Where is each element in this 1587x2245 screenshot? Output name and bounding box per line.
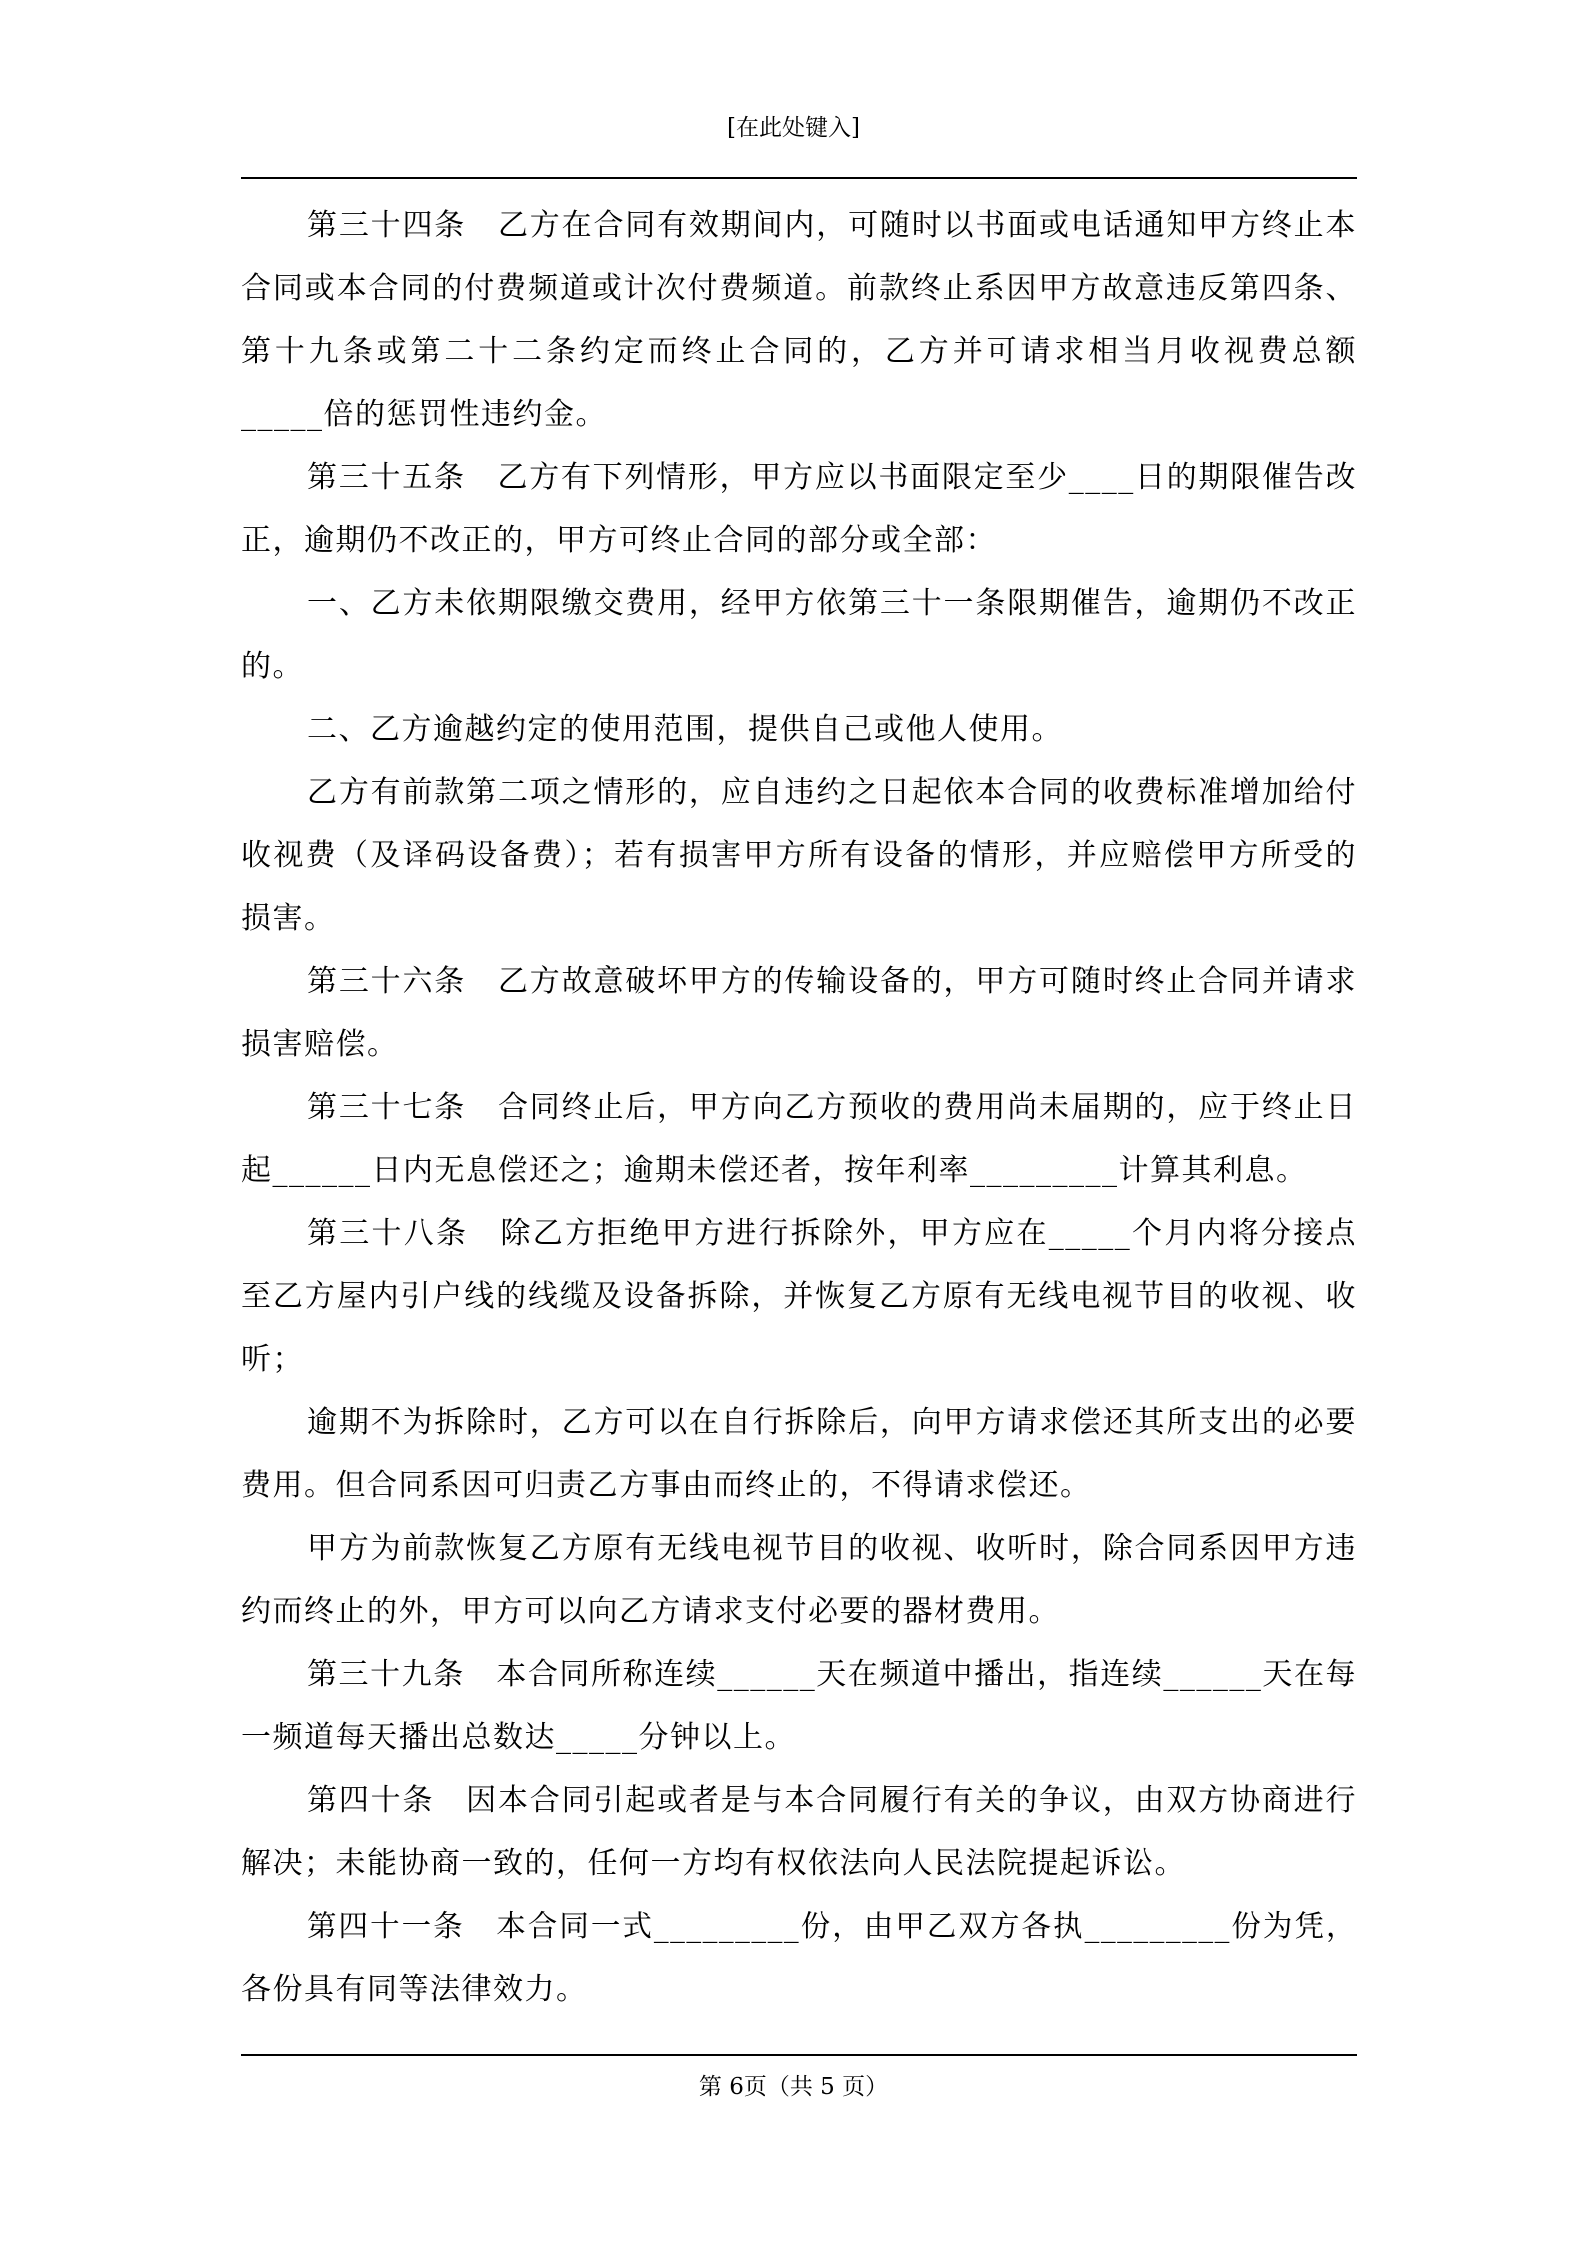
text-line: 约而终止的外，甲方可以向乙方请求支付必要的器材费用。	[241, 1594, 1060, 1629]
text-line: 乙方有前款第二项之情形的，应自违约之日起依本合同的收费标准增加给付	[307, 775, 1357, 810]
paragraph-art35-item1	[241, 572, 1357, 698]
text-line: 甲方为前款恢复乙方原有无线电视节目的收视、收听时，除合同系因甲方违	[307, 1531, 1357, 1566]
paragraph-art36	[241, 950, 1357, 1076]
text-line: 第三十五条 乙方有下列情形，甲方应以书面限定至少____日的期限催告改	[307, 460, 1357, 495]
text-line: 解决；未能协商一致的，任何一方均有权依法向人民法院提起诉讼。	[241, 1846, 1186, 1881]
paragraph-art38-note2	[241, 1517, 1357, 1643]
text-line: 第四十条 因本合同引起或者是与本合同履行有关的争议，由双方协商进行	[307, 1783, 1357, 1818]
document-body	[241, 194, 1357, 2021]
text-line: 损害。	[241, 901, 336, 936]
text-line: 一频道每天播出总数达_____分钟以上。	[241, 1720, 796, 1755]
page-footer: 第 6页（共 5 页）	[698, 2074, 889, 2100]
text-line: 听；	[241, 1342, 304, 1377]
text-line: 正，逾期仍不改正的，甲方可终止合同的部分或全部：	[241, 523, 997, 558]
header-rule	[241, 177, 1357, 179]
text-line: 至乙方屋内引户线的线缆及设备拆除，并恢复乙方原有无线电视节目的收视、收	[241, 1279, 1357, 1314]
paragraph-art41	[241, 1895, 1357, 2021]
text-line: 第十九条或第二十二条约定而终止合同的，乙方并可请求相当月收视费总额	[241, 334, 1357, 369]
paragraph-art35	[241, 446, 1357, 572]
page-header: [在此处键入]	[727, 115, 860, 141]
paragraph-art35-note	[241, 761, 1357, 950]
paragraph-art38	[241, 1202, 1357, 1391]
paragraph-art39	[241, 1643, 1357, 1769]
text-line: 第四十一条 本合同一式_________份，由甲乙双方各执_________份为凭，	[307, 1909, 1357, 1943]
text-line: 第三十四条 乙方在合同有效期间内，可随时以书面或电话通知甲方终止本	[307, 208, 1357, 243]
text-line: 合同或本合同的付费频道或计次付费频道。前款终止系因甲方故意违反第四条、	[241, 271, 1357, 306]
text-line: 第三十七条 合同终止后，甲方向乙方预收的费用尚未届期的，应于终止日	[307, 1090, 1357, 1125]
text-line: 损害赔偿。	[241, 1027, 399, 1062]
text-line: 起______日内无息偿还之；逾期未偿还者，按年利率_________计算其利息。	[241, 1153, 1308, 1188]
paragraph-art34	[241, 194, 1357, 446]
text-line: 第三十八条 除乙方拒绝甲方进行拆除外，甲方应在_____个月内将分接点	[307, 1216, 1357, 1251]
text-line: 一、乙方未依期限缴交费用，经甲方依第三十一条限期催告，逾期仍不改正	[307, 586, 1357, 621]
paragraph-art38-note1	[241, 1391, 1357, 1517]
footer-rule	[241, 2054, 1357, 2056]
paragraph-art35-item2	[241, 698, 1357, 761]
text-line: 二、乙方逾越约定的使用范围，提供自己或他人使用。	[307, 712, 1063, 747]
text-line: 第三十六条 乙方故意破坏甲方的传输设备的，甲方可随时终止合同并请求	[307, 964, 1357, 999]
text-line: 各份具有同等法律效力。	[241, 1972, 588, 2007]
text-line: 收视费（及译码设备费）；若有损害甲方所有设备的情形，并应赔偿甲方所受的	[241, 838, 1357, 873]
paragraph-art37	[241, 1076, 1357, 1202]
paragraph-art40	[241, 1769, 1357, 1895]
text-line: 第三十九条 本合同所称连续______天在频道中播出，指连续______天在每	[307, 1657, 1357, 1692]
text-line: 逾期不为拆除时，乙方可以在自行拆除后，向甲方请求偿还其所支出的必要	[307, 1405, 1357, 1440]
text-line: _____倍的惩罚性违约金。	[241, 397, 607, 432]
text-line: 费用。但合同系因可归责乙方事由而终止的，不得请求偿还。	[241, 1468, 1092, 1503]
text-line: 的。	[241, 649, 304, 684]
